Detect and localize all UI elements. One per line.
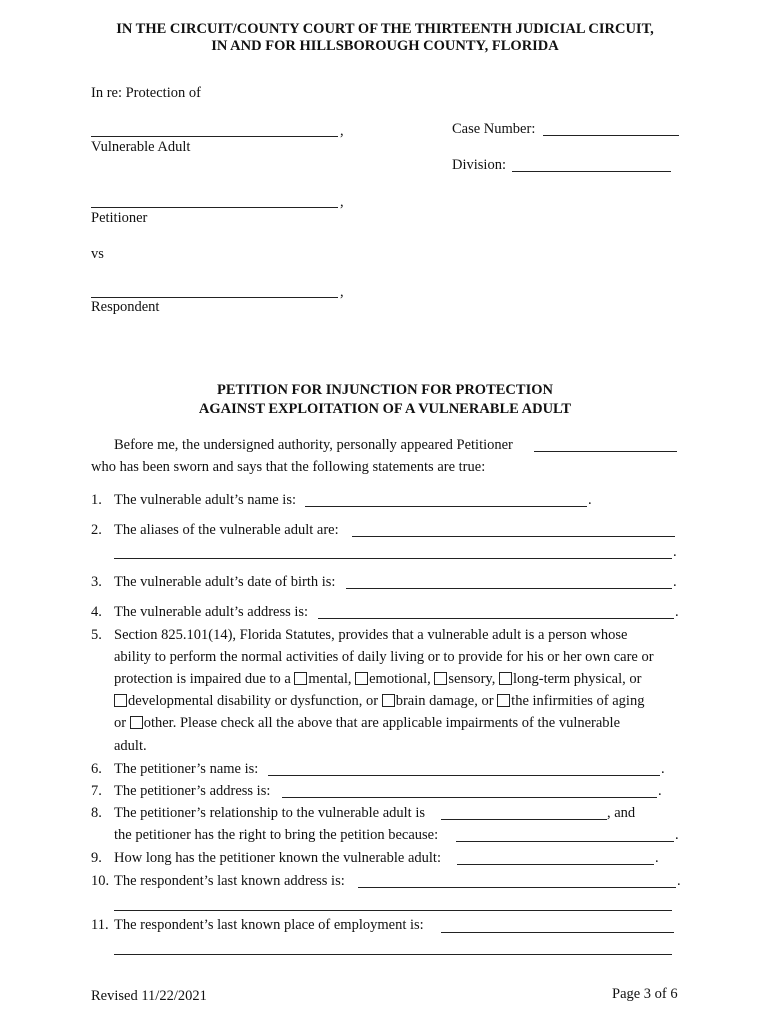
court-header-line-1: IN THE CIRCUIT/COUNTY COURT OF THE THIRTEENTH JUDICIAL CIRCUIT, (116, 21, 654, 37)
aliases-field-line-2[interactable] (114, 558, 672, 559)
petitioner-appeared-field[interactable] (534, 451, 677, 452)
item-5-line-2: ability to perform the normal activities of daily living or to provide for his or her own care or (114, 649, 654, 665)
right-to-petition-field[interactable] (456, 841, 674, 842)
period: . (675, 827, 679, 843)
item-9-text: How long has the petitioner known the vulnerable adult: (114, 850, 441, 866)
item-number: 4. (91, 604, 102, 620)
mental-label: mental, (308, 671, 352, 687)
aliases-field[interactable] (352, 536, 675, 537)
other-label: other. Please check all the above that are applicable impairments of the vulnerable (143, 715, 621, 731)
petitioner-address-field[interactable] (282, 797, 657, 798)
period: . (588, 492, 592, 508)
item-8-text: The petitioner’s relationship to the vulnerable adult is (114, 805, 425, 821)
petitioner-name-field[interactable] (268, 775, 660, 776)
item-5-line-1: Section 825.101(14), Florida Statutes, provides that a vulnerable adult is a person whose (114, 627, 628, 643)
item-10-text: The respondent’s last known address is: (114, 873, 345, 889)
period: . (658, 783, 662, 799)
intro-line-2: who has been sworn and says that the following statements are true: (91, 459, 486, 475)
vulnerable-adult-name-field[interactable] (305, 506, 587, 507)
date-of-birth-field[interactable] (346, 588, 672, 589)
division-label: Division: (452, 157, 506, 173)
item-3-text: The vulnerable adult’s date of birth is: (114, 574, 336, 590)
case-number-field[interactable] (543, 135, 679, 136)
petitioner-name-line[interactable] (91, 207, 338, 208)
period: . (675, 604, 679, 620)
item-7-text: The petitioner’s address is: (114, 783, 271, 799)
item-11-text: The respondent’s last known place of employment is: (114, 917, 424, 933)
item-number: 6. (91, 761, 102, 777)
vulnerable-adult-address-field[interactable] (318, 618, 674, 619)
period: . (677, 873, 681, 889)
item-number: 2. (91, 522, 102, 538)
item-number: 5. (91, 627, 102, 643)
emotional-checkbox[interactable] (355, 672, 368, 685)
period: . (655, 850, 659, 866)
item-5-line-6: adult. (114, 738, 147, 754)
sensory-label: sensory, (448, 671, 496, 687)
respondent-employment-field-line-2[interactable] (114, 954, 672, 955)
item-number: 10. (91, 873, 110, 889)
petitioner-label: Petitioner (91, 210, 148, 226)
item-number: 7. (91, 783, 102, 799)
division-field[interactable] (512, 171, 671, 172)
intro-line-1: Before me, the undersigned authority, personally appeared Petitioner (114, 437, 513, 453)
comma: , (340, 194, 344, 210)
respondent-address-field-line-2[interactable] (114, 910, 672, 911)
case-number-label: Case Number: (452, 121, 536, 137)
other-checkbox[interactable] (130, 716, 143, 729)
developmental-disability-label: developmental disability or dysfunction, or (128, 693, 379, 709)
or-word: or (114, 715, 127, 731)
comma: , (340, 123, 344, 139)
item-5-line-3 (114, 672, 641, 687)
revised-date: Revised 11/22/2021 (91, 988, 207, 1004)
brain-damage-checkbox[interactable] (382, 694, 395, 707)
brain-damage-label: brain damage, or (395, 693, 494, 709)
item-6-text: The petitioner’s name is: (114, 761, 259, 777)
item-8-line-2: the petitioner has the right to bring the petition because: (114, 827, 439, 843)
item-1-text: The vulnerable adult’s name is: (114, 492, 297, 508)
petition-title-line-1: PETITION FOR INJUNCTION FOR PROTECTION (217, 382, 553, 398)
period: . (661, 761, 665, 777)
period: . (673, 574, 677, 590)
item-4-text: The vulnerable adult’s address is: (114, 604, 309, 620)
in-re-label: In re: Protection of (91, 85, 201, 101)
item-5-line-3-prefix: protection is impaired due to a (114, 671, 291, 687)
comma: , (340, 284, 344, 300)
respondent-label: Respondent (91, 299, 160, 315)
vs-label: vs (91, 246, 104, 262)
item-number: 11. (91, 917, 109, 933)
developmental-disability-checkbox[interactable] (114, 694, 127, 707)
item-number: 9. (91, 850, 102, 866)
item-5-line-5 (114, 716, 620, 731)
item-number: 3. (91, 574, 102, 590)
respondent-employment-field[interactable] (441, 932, 674, 933)
and-text: , and (607, 805, 636, 821)
item-2-text: The aliases of the vulnerable adult are: (114, 522, 339, 538)
infirmities-of-aging-checkbox[interactable] (497, 694, 510, 707)
item-number: 1. (91, 492, 102, 508)
long-term-physical-checkbox[interactable] (499, 672, 512, 685)
page-number: Page 3 of 6 (612, 986, 678, 1002)
item-5-line-4 (114, 694, 644, 709)
petition-title-line-2: AGAINST EXPLOITATION OF A VULNERABLE ADULT (198, 401, 572, 417)
item-number: 8. (91, 805, 102, 821)
respondent-name-line[interactable] (91, 297, 338, 298)
emotional-label: emotional, (369, 671, 431, 687)
court-header-line-2: IN AND FOR HILLSBOROUGH COUNTY, FLORIDA (211, 38, 559, 54)
infirmities-of-aging-label: the infirmities of aging (511, 693, 645, 709)
mental-checkbox[interactable] (294, 672, 307, 685)
respondent-address-field[interactable] (358, 887, 676, 888)
period: . (673, 544, 677, 560)
sensory-checkbox[interactable] (434, 672, 447, 685)
relationship-field[interactable] (441, 819, 607, 820)
long-term-physical-label: long-term physical, or (512, 671, 642, 687)
vulnerable-adult-label: Vulnerable Adult (91, 139, 191, 155)
vulnerable-adult-name-line[interactable] (91, 136, 338, 137)
known-duration-field[interactable] (457, 864, 654, 865)
